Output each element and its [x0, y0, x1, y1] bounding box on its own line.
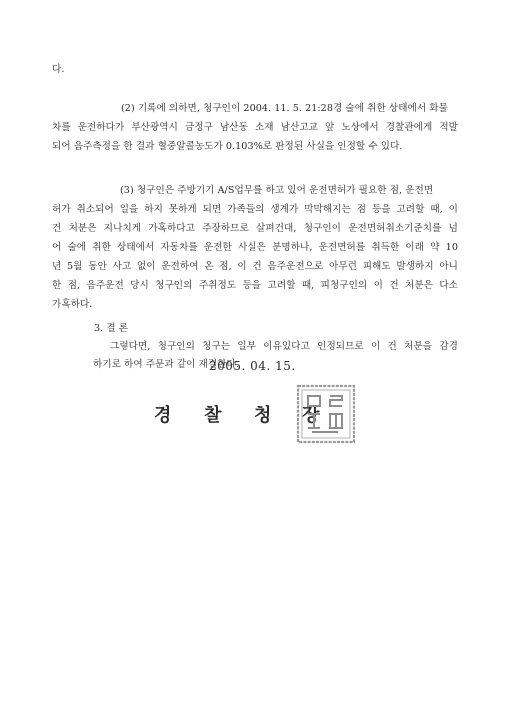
text-line: 건 처분은 지나치게 가혹하다고 주장하므로 살펴건대, 청구인이 운전면허취소기준치를 넘 — [52, 223, 458, 234]
text-line-continuation: 다. — [52, 64, 65, 75]
decision-date: 2005. 04. 15. — [209, 359, 296, 373]
text-line: 되어 음주측정을 한 결과 혈중알콜농도가 0.103%로 판정된 사실을 인정할 수 있다. — [52, 141, 403, 152]
official-seal-stamp — [296, 384, 356, 444]
section-heading-conclusion: 3. 결 론 — [94, 323, 129, 334]
text-line: 년 5월 동안 사고 없이 운전하여 온 점, 이 건 음주운전으로 아무런 피해도 발생하지 아니 — [52, 261, 458, 272]
text-line: 차를 운전하다가 부산광역시 금정구 남산동 소재 남산고교 앞 노상에서 경찰관에게 적발 — [52, 122, 458, 133]
issuer-char: 청 — [254, 405, 274, 426]
text-line-section-2-start: (2) 기록에 의하면, 청구인이 2004. 11. 5. 21:28경 술에 취한 상태에서 화물 — [121, 103, 448, 114]
issuer-char: 경 — [154, 405, 174, 426]
issuer-char: 찰 — [204, 405, 224, 426]
text-line: 허가 취소되어 일을 하지 못하게 되면 가족들의 생계가 막막해지는 점 등을 고려할 때, 이 — [52, 204, 458, 215]
text-line-conclusion: 그렇다면, 청구인의 청구는 일부 이유있다고 인정되므로 이 건 처분을 감경 — [110, 341, 458, 352]
issuer-char: 장 — [302, 405, 322, 426]
text-line: 한 점, 음주운전 당시 청구인의 주취정도 등을 고려할 때, 피청구인의 이 건 처분은 다소 — [52, 280, 458, 291]
text-line: 어 술에 취한 상태에서 자동차를 운전한 사실은 분명하나, 운전면허를 취득한 이래 약 10 — [52, 242, 458, 253]
text-line-section-3-start: (3) 청구인은 주방기기 A/S업무를 하고 있어 운전면허가 필요한 점, 운전면 — [120, 185, 434, 196]
text-line: 하기로 하여 주문과 같이 재결한다. — [93, 359, 239, 370]
text-line: 가혹하다. — [52, 299, 93, 310]
